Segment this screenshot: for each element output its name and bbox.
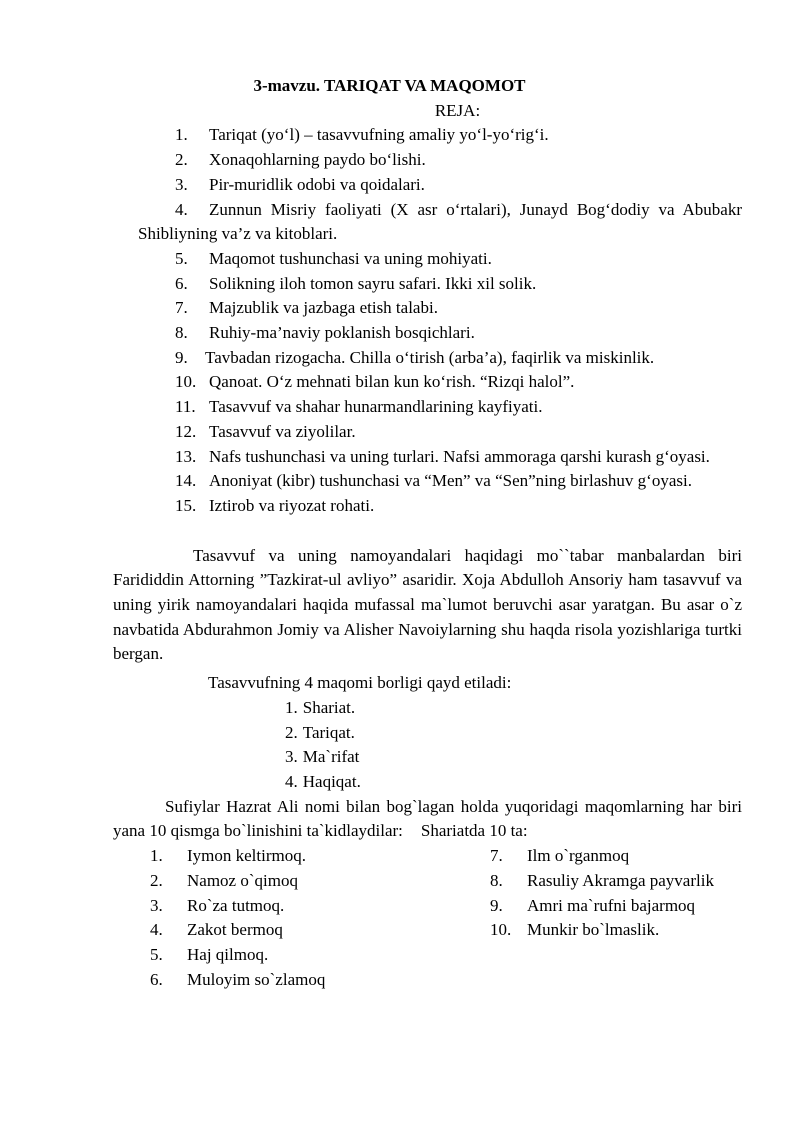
item-number: 8.: [490, 870, 503, 890]
item-text: Qanoat. O‘z mehnati bilan kun ko‘rish. “Rizqi halol”.: [209, 372, 575, 392]
list-item: [453, 894, 742, 919]
item-number: 1.: [175, 125, 188, 145]
list-item: [113, 696, 742, 721]
list-item: [113, 370, 742, 395]
list-item: [113, 894, 453, 919]
list-item: [113, 943, 453, 968]
list-item: [113, 721, 742, 746]
list-item: [113, 148, 742, 173]
list-item: [113, 844, 453, 869]
list-item: [113, 247, 742, 272]
list-item: [113, 918, 453, 943]
item-text: Namoz o`qimoq: [187, 870, 298, 890]
list-item: [113, 869, 453, 894]
item-number: 15.: [175, 495, 197, 515]
list-item: [113, 395, 742, 420]
item-number: 5.: [150, 944, 163, 964]
item-number: 2.: [175, 150, 188, 170]
item-number: 9.: [175, 347, 188, 367]
item-number: 1.: [285, 697, 298, 717]
item-number: 1.: [150, 846, 163, 866]
item-text: Ilm o`rganmoq: [527, 846, 630, 866]
item-number: 6.: [175, 273, 188, 293]
item-text: Tariqat.: [302, 722, 355, 742]
item-text: Xonaqohlarning paydo bo‘lishi.: [209, 150, 426, 170]
item-number: 4.: [175, 199, 188, 219]
list-item: [113, 346, 742, 371]
sufiylar-paragraph: [113, 795, 742, 844]
shariat-two-column-list: [113, 844, 742, 992]
list-item: [113, 968, 453, 993]
item-number: 3.: [175, 174, 188, 194]
item-text: Iztirob va riyozat rohati.: [209, 495, 375, 515]
item-text: Haj qilmoq.: [187, 944, 269, 964]
shariat-list-left: [113, 844, 453, 992]
item-number: 7.: [490, 846, 503, 866]
item-text: Tasavvuf va ziyolilar.: [209, 421, 356, 441]
list-item: [453, 918, 742, 943]
item-number: 8.: [175, 323, 188, 343]
item-text: Tasavvuf va shahar hunarmandlarining kayfiyati.: [209, 397, 543, 417]
item-number: 7.: [175, 298, 188, 318]
list-item: [113, 321, 742, 346]
list-item: [113, 445, 742, 470]
item-text: Rasuliy Akramga payvarlik: [527, 870, 714, 890]
item-number: 9.: [490, 895, 503, 915]
item-text: Maqomot tushunchasi va uning mohiyati.: [209, 248, 492, 268]
item-number: 12.: [175, 421, 197, 441]
item-text: Anoniyat (kibr) tushunchasi va “Men” va “Sen”ning birlashuv g‘oyasi.: [209, 471, 692, 491]
list-item: [113, 770, 742, 795]
list-item: [113, 469, 742, 494]
item-text: Tariqat (yo‘l) – tasavvufning amaliy yo‘l-yo‘rig‘i.: [209, 125, 549, 145]
item-number: 6.: [150, 969, 163, 989]
shariat-list-right: [453, 844, 742, 992]
item-text: Solikning iloh tomon sayru safari. Ikki xil solik.: [209, 273, 537, 293]
item-number: 5.: [175, 248, 188, 268]
list-item: [113, 745, 742, 770]
item-number: 10.: [490, 920, 512, 940]
item-number: 3.: [285, 747, 298, 767]
list-item: [113, 494, 742, 519]
paragraph-tasavvuf-sources: Tasavvuf va uning namoyandalari haqidagi mo``tabar manbalardan biri Farididdin Attorning ”Tazkirat-ul avliyo” asaridir. Xoja Abdulloh Ansoriy ham tasavvuf va uning yirik namoyandalari haqida mufassal ma`lumot beruvchi asar yaratgan. Bu asar o`z navbatida Abdurahmon Jomiy va Alisher Navoiylarning shu haqda risola yozishlariga turtki bergan.: [113, 545, 742, 664]
list-item: [113, 420, 742, 445]
item-number: 13.: [175, 446, 197, 466]
item-text: Haqiqat.: [302, 771, 361, 791]
item-number: 2.: [285, 722, 298, 742]
list-item: [453, 869, 742, 894]
item-number: 11.: [175, 397, 196, 417]
item-text: Zakot bermoq: [187, 920, 283, 940]
item-number: 2.: [150, 870, 163, 890]
list-item: [113, 123, 742, 148]
item-text: Ma`rifat: [302, 747, 360, 767]
item-number: 14.: [175, 471, 197, 491]
list-item: [113, 173, 742, 198]
list-item: [453, 844, 742, 869]
maqom-list: [113, 696, 742, 795]
list-item: [113, 272, 742, 297]
item-text: Ruhiy-ma’naviy poklanish bosqichlari.: [209, 323, 475, 343]
maqom-intro: Tasavvufning 4 maqomi borligi qayd etiladi:: [208, 673, 512, 693]
reja-list: [113, 123, 742, 518]
item-text: Majzublik va jazbaga etish talabi.: [209, 298, 438, 318]
item-number: 3.: [150, 895, 163, 915]
item-text: Munkir bo`lmaslik.: [527, 920, 660, 940]
item-text: Nafs tushunchasi va uning turlari. Nafsi ammoraga qarshi kurash g‘oyasi.: [209, 446, 710, 466]
document-title: 3-mavzu. TARIQAT VA MAQOMOT: [253, 76, 526, 95]
item-number: 4.: [150, 920, 163, 940]
list-item: [113, 198, 742, 247]
list-item: [113, 296, 742, 321]
shariatda-label: Shariatda 10 ta:: [420, 821, 528, 841]
item-text: Tavbadan rizogacha. Chilla o‘tirish (arba’a), faqirlik va miskinlik.: [205, 347, 655, 367]
item-text: Iymon keltirmoq.: [187, 846, 306, 866]
item-text: Ro`za tutmoq.: [187, 895, 285, 915]
item-text: Pir-muridlik odobi va qoidalari.: [209, 174, 425, 194]
item-text: Muloyim so`zlamoq: [187, 969, 326, 989]
item-text: Amri ma`rufni bajarmoq: [527, 895, 696, 915]
plan-heading: REJA:: [434, 100, 481, 120]
item-text: Shariat.: [302, 697, 356, 717]
item-text: Zunnun Misriy faoliyati (X asr o‘rtalari), Junayd Bog‘dodiy va Abubakr Shibliyning va’z va kitoblari.: [138, 199, 742, 244]
item-number: 4.: [285, 771, 298, 791]
item-number: 10.: [175, 372, 197, 392]
sufiylar-text: Sufiylar Hazrat Ali nomi bilan bog`lagan holda yuqoridagi maqomlarning har biri yana 10 qismga bo`linishini ta`kidlaydilar:: [113, 796, 742, 841]
